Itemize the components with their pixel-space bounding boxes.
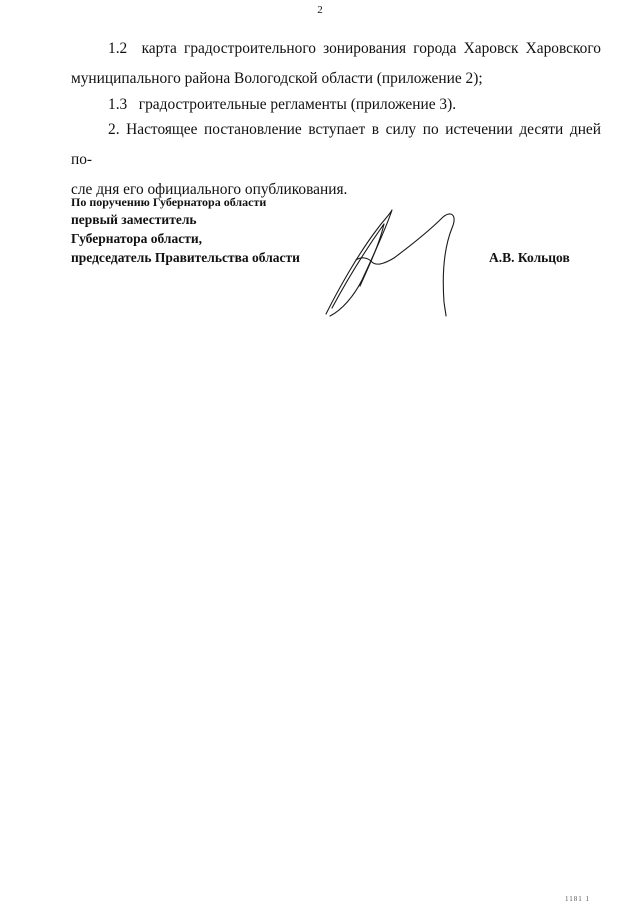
signer-title-line2: Губернатора области,: [71, 231, 202, 246]
item-1-3-text: градостроительные регламенты (приложение 3).: [138, 96, 457, 113]
signature-block: [71, 194, 300, 267]
item-1-2-line1: [71, 34, 601, 64]
page-number: 2: [317, 4, 323, 16]
on-behalf-label: По поручению Губернатора области: [71, 195, 267, 209]
item-1-2-line2: муниципального района Вологодской области (приложение 2);: [71, 70, 483, 87]
signer-title-line1: первый заместитель: [71, 212, 197, 227]
item-2-line1: [71, 115, 601, 175]
handwritten-signature: [318, 202, 478, 320]
item-1-2: [71, 34, 601, 94]
item-2-number: 2.: [108, 121, 120, 138]
item-1-3-number: 1.3: [108, 96, 128, 113]
item-2-text: Настоящее постановление вступает в силу по истечении десяти дней по-: [71, 121, 601, 168]
signer-name: А.В. Кольцов: [489, 250, 570, 265]
item-1-2-number: 1.2: [108, 40, 128, 57]
item-1-2-text: карта градостроительного зонирования города Харовск Харовского: [141, 40, 601, 57]
item-2-line2: сле дня его официального опубликования.: [71, 181, 348, 198]
item-2: [71, 115, 601, 205]
signer-title-line3: председатель Правительства области: [71, 250, 300, 265]
footer-mark: 1181 1: [565, 895, 590, 903]
